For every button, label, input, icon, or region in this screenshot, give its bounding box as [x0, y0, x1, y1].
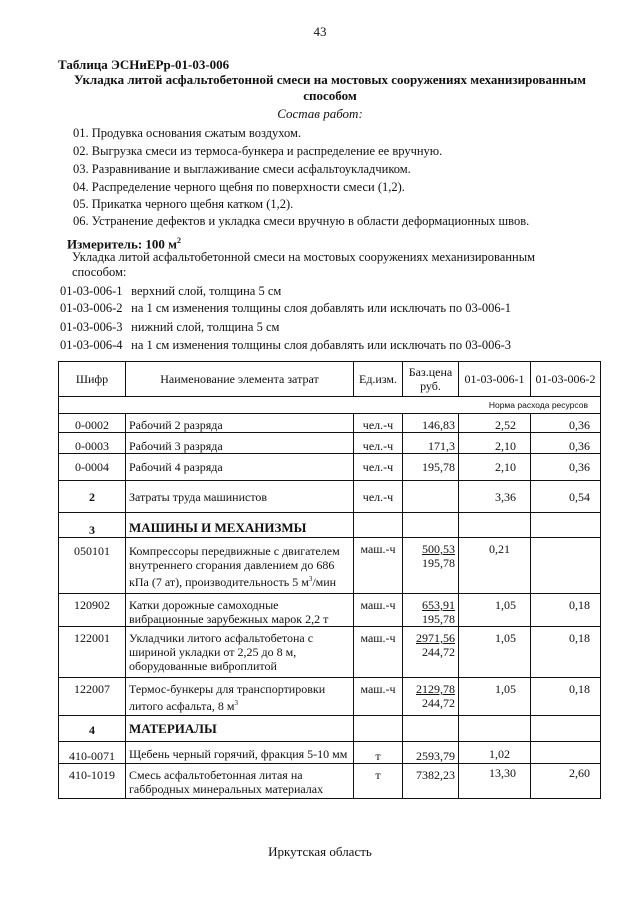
cell-price: 171,3	[403, 433, 459, 454]
page-number: 43	[313, 24, 327, 39]
variant-code: 01-03-006-1	[60, 284, 123, 298]
norm-label: Норма расхода ресурсов	[59, 397, 601, 414]
cell-unit: т	[354, 764, 403, 799]
empty-cell	[531, 716, 601, 742]
cell-price: 653,91 195,78	[403, 594, 459, 627]
section-name: МАШИНЫ И МЕХАНИЗМЫ	[126, 513, 354, 538]
header-code: Шифр	[59, 362, 126, 397]
cell-v2: 0,18	[531, 678, 601, 716]
section-row	[59, 481, 601, 513]
table-row	[59, 594, 601, 627]
cell-price: 2129,78 244,72	[403, 678, 459, 716]
cell-v1: 13,30	[459, 764, 531, 799]
table-row	[59, 764, 601, 799]
cell-v2: 0,36	[531, 433, 601, 454]
table-row	[59, 678, 601, 716]
cell-v2: 0,36	[531, 454, 601, 481]
work-item: 01. Продувка основания сжатым воздухом.	[73, 126, 302, 140]
variant-code: 01-03-006-3	[60, 320, 123, 334]
cell-v1: 1,05	[459, 627, 531, 678]
cell-unit: маш.-ч	[354, 627, 403, 678]
cell-price: 500,53 195,78	[403, 538, 459, 594]
cell-price: 146,83	[403, 414, 459, 433]
table-row	[59, 627, 601, 678]
empty-cell	[403, 513, 459, 538]
norm-row	[59, 397, 601, 414]
variant-row	[60, 301, 511, 316]
cell-v2	[531, 538, 601, 594]
section-name: МАТЕРИАЛЫ	[126, 716, 354, 742]
cell-unit: чел.-ч	[354, 481, 403, 513]
header-price: Баз.цена руб.	[403, 362, 459, 397]
cell-unit: маш.-ч	[354, 538, 403, 594]
work-item: 06. Устранение дефектов и укладка смеси вручную в области деформационных швов.	[73, 214, 530, 228]
cell-v1: 3,36	[459, 481, 531, 513]
variants-description: Укладка литой асфальтобетонной смеси на мостовых сооружениях механизированным способом:	[72, 250, 536, 279]
work-item: 05. Прикатка черного щебня катком (1,2).	[73, 197, 294, 211]
section-row	[59, 716, 601, 742]
empty-cell	[403, 716, 459, 742]
cell-v2: 0,18	[531, 594, 601, 627]
cell-code: 410-0071	[59, 742, 126, 764]
cell-unit: чел.-ч	[354, 433, 403, 454]
work-item: 02. Выгрузка смеси из термоса-бункера и распределение ее вручную.	[73, 144, 443, 158]
cell-name: Рабочий 2 разряда	[126, 414, 354, 433]
cell-code: 122007	[59, 678, 126, 716]
cell-price: 7382,23	[403, 764, 459, 799]
variant-text: нижний слой, толщина 5 см	[131, 320, 280, 334]
variant-text: на 1 см изменения толщины слоя добавлять или исключать по 03-006-1	[131, 301, 512, 315]
cell-v2: 0,18	[531, 627, 601, 678]
table-row	[59, 742, 601, 764]
cell-code: 120902	[59, 594, 126, 627]
table-header-row	[59, 362, 601, 397]
table-row	[59, 454, 601, 481]
variant-text: на 1 см изменения толщины слоя добавлять или исключать по 03-006-3	[131, 338, 512, 352]
empty-cell	[459, 716, 531, 742]
cell-code: 0-0002	[59, 414, 126, 433]
header-col1: 01-03-006-1	[459, 362, 531, 397]
cell-v1: 0,21	[459, 538, 531, 594]
cell-name: Укладчики литого асфальтобетона с шириной укладки от 2,25 до 8 м, оборудованные виброплитой	[126, 627, 354, 678]
footer-region: Иркутская область	[268, 844, 372, 859]
empty-cell	[354, 513, 403, 538]
cell-price: 2593,79	[403, 742, 459, 764]
cell-price	[403, 481, 459, 513]
variant-code: 01-03-006-2	[60, 301, 123, 315]
cell-v1: 1,05	[459, 678, 531, 716]
cell-code: 122001	[59, 627, 126, 678]
cell-v1: 2,10	[459, 454, 531, 481]
variant-row	[60, 338, 511, 353]
cell-v2	[531, 742, 601, 764]
table-title: Укладка литой асфальтобетонной смеси на мостовых сооружениях механизированным способом	[73, 72, 587, 103]
table-row	[59, 538, 601, 594]
cell-v1: 2,10	[459, 433, 531, 454]
cell-v2: 2,60	[531, 764, 601, 799]
cell-name: Смесь асфальтобетонная литая на габбродных минеральных материалах	[126, 764, 354, 799]
cell-price: 195,78	[403, 454, 459, 481]
section-name: Затраты труда машинистов	[126, 481, 354, 513]
section-number: 3	[59, 513, 126, 538]
variant-text: верхний слой, толщина 5 см	[131, 284, 282, 298]
cell-v2: 0,54	[531, 481, 601, 513]
cell-unit: чел.-ч	[354, 454, 403, 481]
cell-code: 050101	[59, 538, 126, 594]
cell-name: Термос-бункеры для транспортировки литого асфальта, 8 $м^3$	[126, 678, 354, 716]
section-number: 4	[59, 716, 126, 742]
table-row	[59, 414, 601, 433]
section-row	[59, 513, 601, 538]
section-number: 2	[59, 481, 126, 513]
cell-code: 410-1019	[59, 764, 126, 799]
header-col2: 01-03-006-2	[531, 362, 601, 397]
cell-code: 0-0003	[59, 433, 126, 454]
cell-name: Щебень черный горячий, фракция 5-10 мм	[126, 742, 354, 764]
cell-name: Рабочий 3 разряда	[126, 433, 354, 454]
table-label: Таблица ЭСНиЕРр-01-03-006	[58, 57, 230, 72]
empty-cell	[531, 513, 601, 538]
cell-name: Рабочий 4 разряда	[126, 454, 354, 481]
cell-name: Катки дорожные самоходные вибрационные зарубежных марок 2,2 т	[126, 594, 354, 627]
cell-v1: 2,52	[459, 414, 531, 433]
cell-unit: маш.-ч	[354, 678, 403, 716]
cell-unit: т	[354, 742, 403, 764]
cell-unit: маш.-ч	[354, 594, 403, 627]
cell-v2: 0,36	[531, 414, 601, 433]
work-item: 04. Распределение черного щебня по поверхности смеси (1,2).	[73, 180, 405, 194]
header-name: Наименование элемента затрат	[126, 362, 354, 397]
cell-price: 2971,56 244,72	[403, 627, 459, 678]
empty-cell	[354, 716, 403, 742]
empty-cell	[459, 513, 531, 538]
header-unit: Ед.изм.	[354, 362, 403, 397]
composition-heading: Состав работ:	[277, 106, 363, 121]
work-item: 03. Разравнивание и выглаживание смеси асфальтоукладчиком.	[73, 162, 411, 176]
measure-unit: Измеритель: 100 $м^2$	[67, 236, 182, 252]
cell-code: 0-0004	[59, 454, 126, 481]
cell-v1: 1,02	[459, 742, 531, 764]
variant-code: 01-03-006-4	[60, 338, 123, 352]
variant-row	[60, 284, 281, 299]
cell-unit: чел.-ч	[354, 414, 403, 433]
cell-v1: 1,05	[459, 594, 531, 627]
resource-table	[58, 361, 601, 799]
cell-name: Компрессоры передвижные с двигателем внутреннего сгорания давлением до 686 кПа (7 ат), производительность 5 $м^3$/мин	[126, 538, 354, 594]
variant-row	[60, 320, 279, 335]
table-row	[59, 433, 601, 454]
